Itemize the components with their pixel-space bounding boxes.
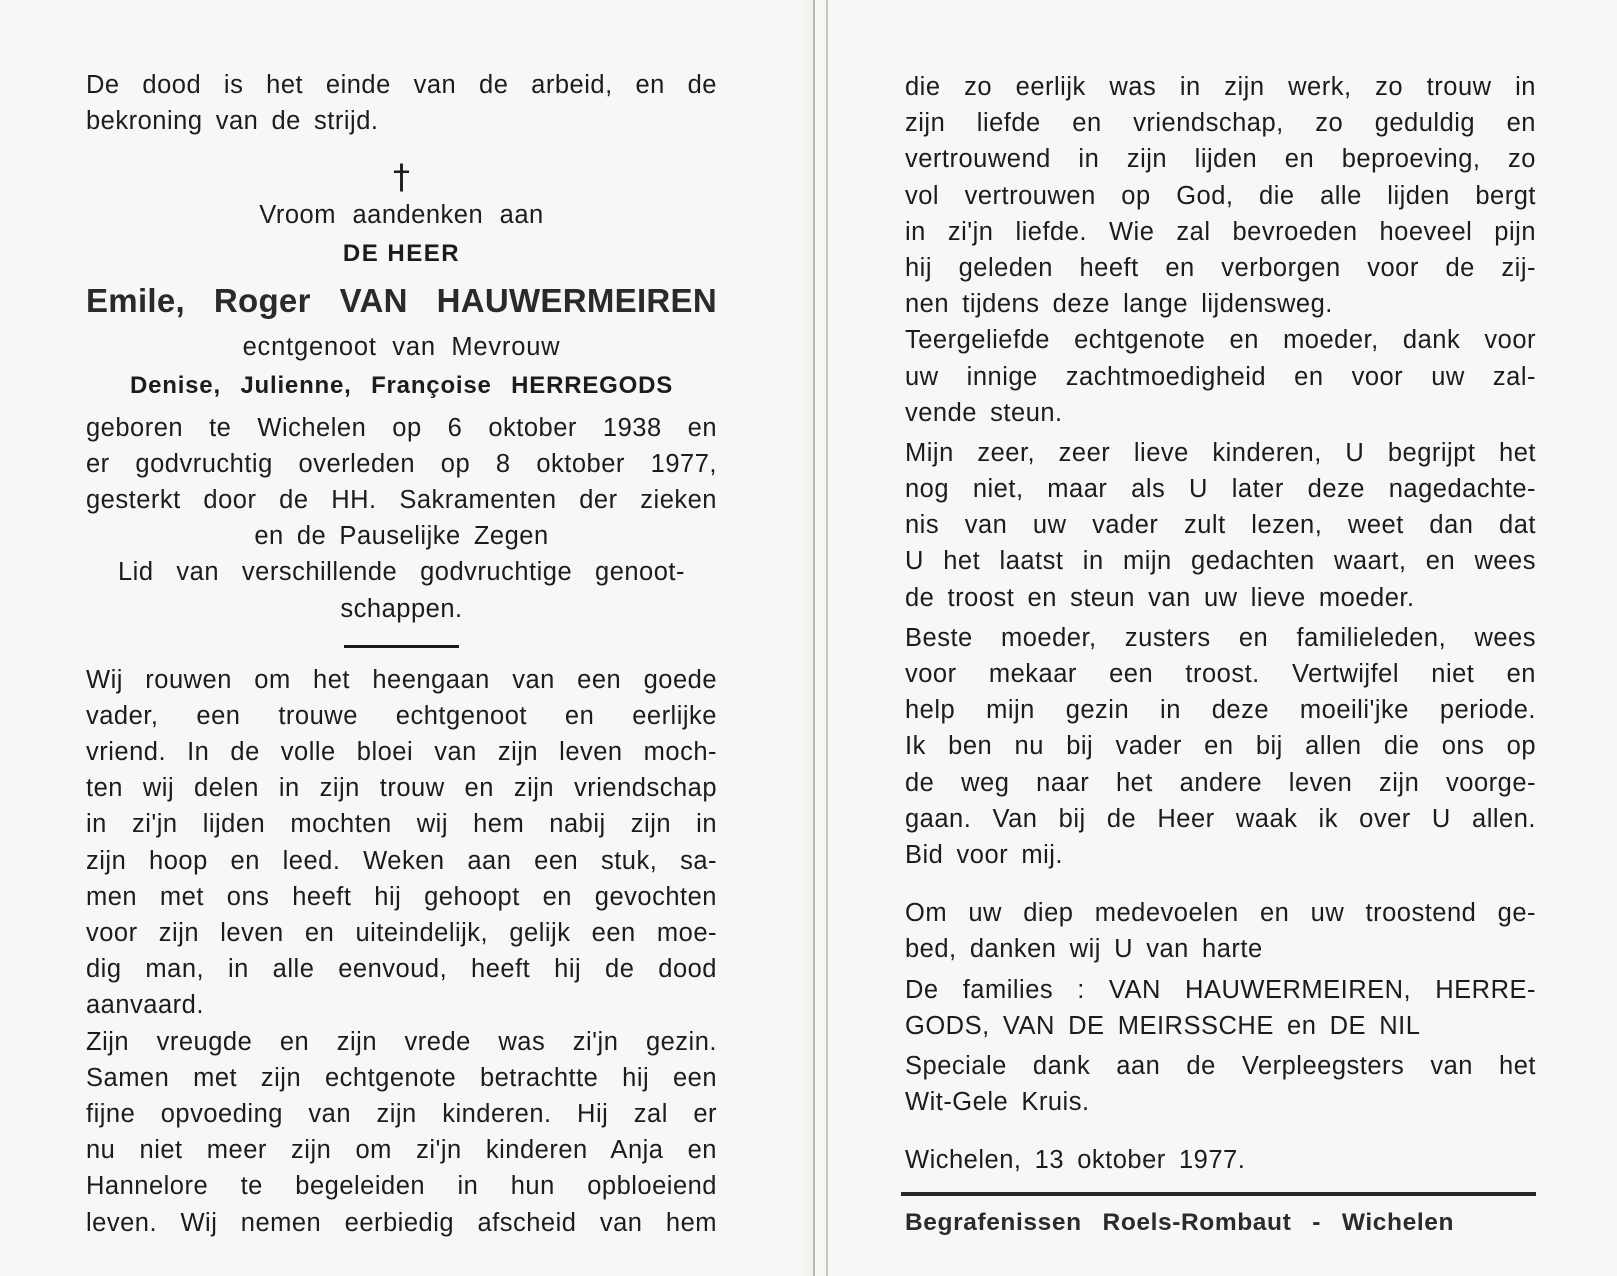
text-line: vende steun. — [905, 398, 1063, 427]
text-line: ten wij delen in zijn trouw en zijn vriendschap — [86, 774, 717, 803]
place-and-date: Wichelen, 13 oktober 1977. — [905, 1146, 1246, 1175]
biography-line: geboren te Wichelen op 6 oktober 1938 en — [86, 413, 717, 442]
paragraph-children — [905, 435, 1536, 616]
text-line: Wij rouwen om het heengaan van een goede — [86, 665, 717, 694]
text-line: Beste moeder, zusters en familieleden, wees — [905, 623, 1536, 652]
text-line: nog niet, maar als U later deze nagedachte- — [905, 475, 1536, 504]
title-de-heer: DE HEER — [342, 239, 461, 267]
text-line: in zi'jn lijden mochten wij hem nabij zijn in — [86, 810, 717, 839]
text-line: Ik ben nu bij vader en bij allen die ons op — [905, 732, 1536, 761]
motto-line: De dood is het einde van de arbeid, en de — [86, 71, 717, 99]
text-line: aanvaard. — [86, 991, 204, 1020]
text-line: voor zijn leven en uiteindelijk, gelijk een moe- — [86, 919, 717, 947]
footer-rule — [901, 1192, 1536, 1196]
text-line: zijn hoop en leed. Weken aan een stuk, sa- — [86, 846, 717, 875]
text-line: fijne opvoeding van zijn kinderen. Hij zal er — [86, 1099, 717, 1128]
cross-icon: † — [393, 157, 410, 198]
text-line: De families : VAN HAUWERMEIREN, HERRE- — [905, 975, 1536, 1004]
text-line: U het laatst in mijn gedachten waart, en wees — [905, 547, 1536, 576]
text-line: zijn liefde en vriendschap, zo geduldig en — [905, 109, 1536, 138]
in-memory-heading: Vroom aandenken aan — [259, 201, 544, 230]
text-line: vriend. In de volle bloei van zijn leven moch- — [86, 738, 717, 767]
text-line: nen tijdens deze lange lijdensweg. — [905, 290, 1333, 319]
center-fold-line — [813, 0, 815, 1276]
biography-line: en de Pauselijke Zegen — [254, 522, 549, 551]
text-line: de weg naar het andere leven zijn voorge- — [905, 768, 1536, 797]
biography — [86, 410, 717, 627]
left-column — [86, 67, 717, 1241]
text-line: in zi'jn liefde. Wie zal bevroeden hoeveel pijn — [905, 217, 1536, 246]
right-column — [905, 69, 1536, 1240]
text-line: Wit-Gele Kruis. — [905, 1088, 1090, 1117]
text-line: leven. Wij nemen eerbiedig afscheid van hem — [86, 1208, 717, 1237]
text-line: vader, een trouwe echtgenoot en eerlijke — [86, 701, 717, 730]
deceased-name: Emile, Roger VAN HAUWERMEIREN — [86, 281, 717, 319]
biography-line: schappen. — [340, 594, 463, 623]
text-line: Bid voor mij. — [905, 840, 1064, 869]
text-line: Mijn zeer, zeer lieve kinderen, U begrijpt het — [905, 438, 1536, 467]
text-line: Zijn vreugde en zijn vrede was zi'jn gezin. — [86, 1027, 717, 1056]
text-line: help mijn gezin in deze moeili'jke periode. — [905, 696, 1536, 725]
undertaker-credit: Begrafenissen Roels-Rombaut - Wichelen — [905, 1209, 1455, 1237]
text-line: de troost en steun van uw lieve moeder. — [905, 583, 1415, 612]
text-line: Speciale dank aan de Verpleegsters van het — [905, 1051, 1536, 1080]
center-fold-line — [826, 0, 828, 1276]
text-line: GODS, VAN DE MEIRSSCHE en DE NIL — [905, 1011, 1421, 1040]
fold-shadow — [797, 0, 813, 1276]
biography-line: Lid van verschillende godvruchtige genoot- — [117, 558, 685, 587]
spouse-name: Denise, Julienne, Françoise HERREGODS — [129, 371, 674, 399]
text-line: dig man, in alle eenvoud, heeft hij de dood — [86, 955, 717, 984]
motto — [86, 67, 717, 139]
motto-line: bekroning van de strijd. — [86, 107, 379, 136]
text-line: Samen met zijn echtgenote betrachtte hij een — [86, 1063, 717, 1092]
text-line: men met ons heeft hij gehoopt en gevochten — [86, 882, 717, 911]
text-line: nu niet meer zijn om zi'jn kinderen Anja en — [86, 1136, 717, 1165]
text-line: nis van uw vader zult lezen, weet dan dat — [905, 511, 1536, 540]
text-line: bed, danken wij U van harte — [905, 935, 1263, 964]
text-line: Om uw diep medevoelen en uw troostend ge- — [905, 899, 1536, 928]
text-line: uw innige zachtmoedigheid en voor uw zal- — [905, 362, 1536, 391]
text-line: die zo eerlijk was in zijn werk, zo trouw in — [905, 73, 1536, 101]
text-line: gaan. Van bij de Heer waak ik over U allen. — [905, 804, 1536, 833]
text-line: voor mekaar een troost. Vertwijfel niet en — [905, 660, 1536, 688]
biography-line: gesterkt door de HH. Sakramenten der zieken — [86, 485, 717, 514]
special-thanks — [905, 1048, 1536, 1120]
text-line: vertrouwend in zijn lijden en beproeving, zo — [905, 145, 1536, 174]
paragraph-relatives — [905, 620, 1536, 873]
paragraph-wife — [905, 322, 1536, 431]
text-line: hij geleden heeft en verborgen voor de zij- — [905, 253, 1536, 282]
separator-rule — [344, 645, 459, 648]
text-line: Teergeliefde echtgenote en moeder, dank voor — [905, 326, 1536, 355]
thanks-paragraph — [905, 895, 1536, 967]
paragraph-character — [905, 69, 1536, 322]
families-list — [905, 972, 1536, 1044]
biography-line: er godvruchtig overleden op 8 oktober 1977, — [86, 449, 717, 478]
text-line: Hannelore te begeleiden in hun opbloeiend — [86, 1172, 717, 1201]
spouse-label: ecntgenoot van Mevrouw — [242, 332, 561, 361]
paragraph-family — [86, 1024, 717, 1241]
paragraph-mourning — [86, 662, 717, 1024]
text-line: vol vertrouwen op God, die alle lijden bergt — [905, 181, 1536, 210]
